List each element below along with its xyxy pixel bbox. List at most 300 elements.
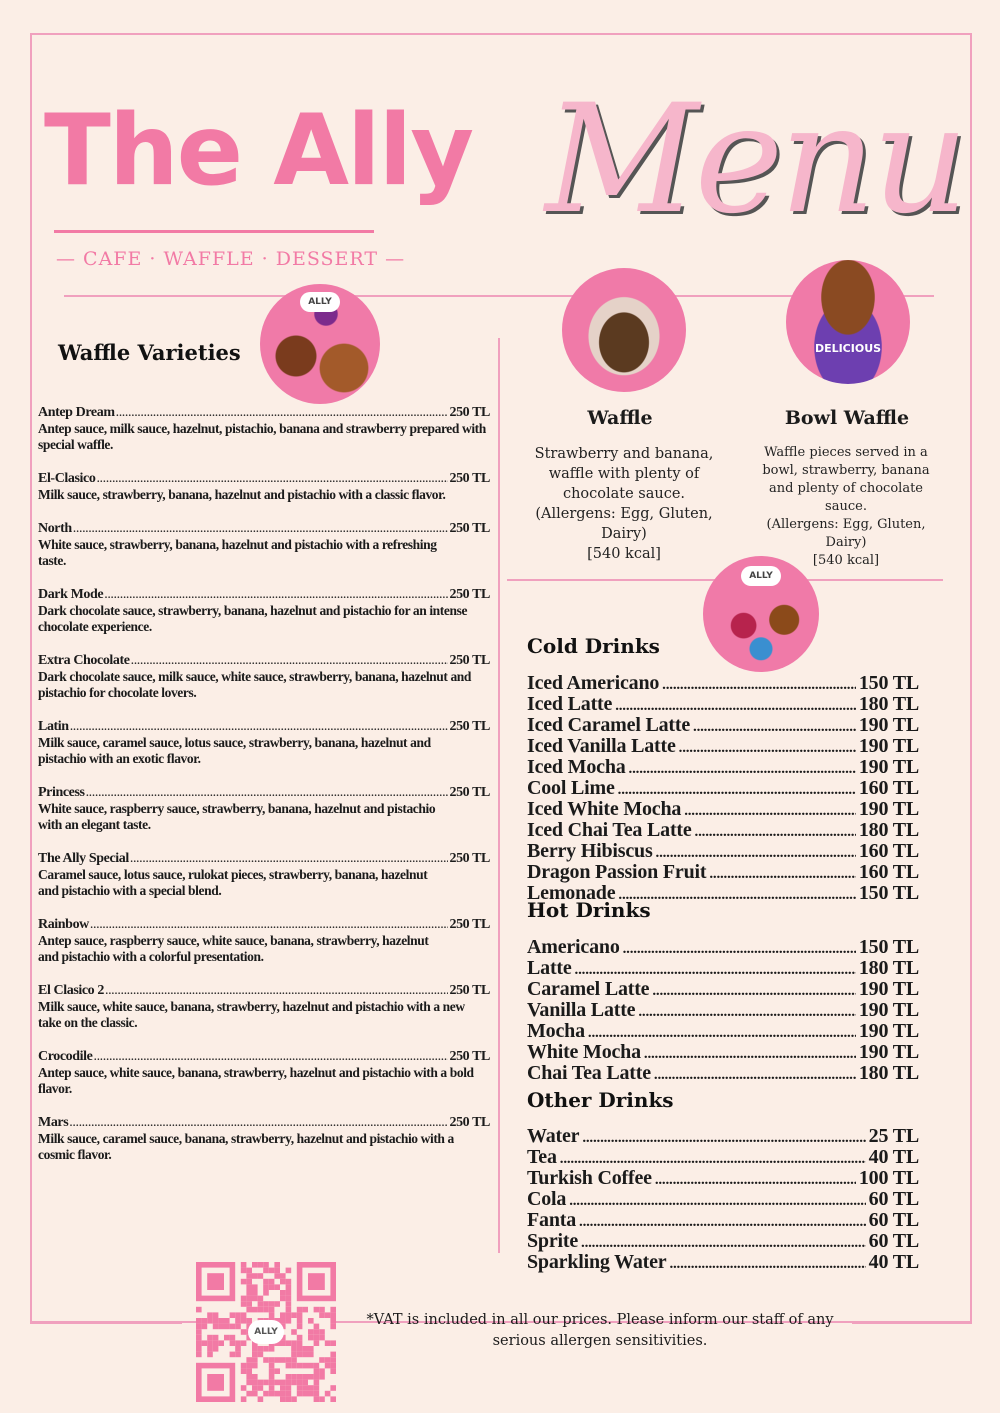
qr-module bbox=[252, 1357, 258, 1363]
qr-module bbox=[291, 1329, 297, 1335]
qr-module bbox=[269, 1284, 275, 1290]
waffle-item-name: Extra Chocolate bbox=[38, 653, 130, 668]
qr-module bbox=[274, 1357, 280, 1363]
qr-finder bbox=[207, 1273, 224, 1290]
qr-module bbox=[330, 1357, 336, 1363]
qr-module bbox=[258, 1262, 264, 1268]
featured-bowl-desc bbox=[758, 444, 934, 570]
waffle-varieties-photo bbox=[260, 284, 380, 404]
featured-bowl-title: Bowl Waffle bbox=[784, 407, 910, 429]
qr-module bbox=[241, 1301, 247, 1307]
waffle-varieties-title: Waffle Varieties bbox=[58, 340, 241, 365]
qr-module bbox=[207, 1346, 213, 1352]
qr-module bbox=[325, 1391, 331, 1397]
qr-module bbox=[252, 1284, 258, 1290]
qr-module bbox=[196, 1346, 202, 1352]
qr-module bbox=[246, 1279, 252, 1285]
qr-module bbox=[291, 1340, 297, 1346]
qr-module bbox=[314, 1396, 320, 1402]
qr-module bbox=[291, 1396, 297, 1402]
qr-module bbox=[235, 1346, 241, 1352]
dot-leader bbox=[662, 676, 856, 695]
qr-module bbox=[286, 1290, 292, 1296]
drink-name: Sparkling Water bbox=[527, 1251, 667, 1273]
qr-module bbox=[302, 1363, 308, 1369]
menu-title: Menu bbox=[545, 73, 965, 247]
drink-row bbox=[527, 695, 919, 716]
drink-name: Vanilla Latte bbox=[527, 999, 636, 1021]
qr-module bbox=[319, 1312, 325, 1318]
waffle-item-header bbox=[38, 520, 490, 537]
waffle-item bbox=[38, 784, 490, 833]
drink-name: Iced White Mocha bbox=[527, 798, 682, 820]
qr-module bbox=[202, 1324, 208, 1330]
qr-module bbox=[269, 1301, 275, 1307]
waffle-item-description: Milk sauce, caramel sauce, lotus sauce, strawberry, banana, hazelnut and pistachio with an exotic flavor. bbox=[38, 735, 431, 766]
qr-module bbox=[330, 1363, 336, 1369]
dot-leader bbox=[130, 850, 449, 867]
qr-module bbox=[314, 1385, 320, 1391]
drink-price: 150 TL bbox=[858, 672, 919, 694]
drink-name: Fanta bbox=[527, 1209, 577, 1231]
qr-module bbox=[213, 1340, 219, 1346]
qr-module bbox=[258, 1307, 264, 1313]
qr-module bbox=[297, 1318, 303, 1324]
qr-module bbox=[297, 1363, 303, 1369]
qr-module bbox=[314, 1307, 320, 1313]
qr-module bbox=[218, 1318, 224, 1324]
qr-module bbox=[274, 1391, 280, 1397]
qr-module bbox=[286, 1284, 292, 1290]
qr-module bbox=[286, 1363, 292, 1369]
waffle-item-description: Milk sauce, white sauce, banana, strawberry, hazelnut and pistachio with a new take on the classic. bbox=[38, 999, 465, 1030]
qr-module bbox=[246, 1268, 252, 1274]
drink-price: 60 TL bbox=[868, 1209, 919, 1231]
qr-module bbox=[325, 1340, 331, 1346]
qr-module bbox=[274, 1273, 280, 1279]
qr-module bbox=[218, 1340, 224, 1346]
drink-price: 190 TL bbox=[858, 978, 919, 1000]
qr-module bbox=[286, 1357, 292, 1363]
featured-waffle-kcal: [540 kcal] bbox=[587, 546, 661, 562]
qr-module bbox=[274, 1284, 280, 1290]
drink-row bbox=[527, 737, 919, 758]
waffle-item-header bbox=[38, 718, 490, 735]
qr-module bbox=[330, 1352, 336, 1358]
qr-module bbox=[319, 1335, 325, 1341]
qr-module bbox=[308, 1374, 314, 1380]
drink-price: 180 TL bbox=[858, 1062, 919, 1084]
dot-leader bbox=[618, 886, 855, 905]
qr-module bbox=[319, 1368, 325, 1374]
waffle-item-price: 250 TL bbox=[449, 851, 490, 866]
drink-name: Berry Hibiscus bbox=[527, 840, 653, 862]
qr-module bbox=[224, 1324, 230, 1330]
qr-module bbox=[291, 1357, 297, 1363]
qr-module bbox=[196, 1329, 202, 1335]
waffle-item bbox=[38, 916, 490, 965]
waffle-photo bbox=[562, 268, 686, 392]
qr-finder bbox=[207, 1374, 224, 1391]
qr-module bbox=[314, 1363, 320, 1369]
waffle-item-name: Dark Mode bbox=[38, 587, 104, 602]
featured-waffle-desc bbox=[526, 444, 722, 564]
waffle-item-description: Caramel sauce, lotus sauce, rulokat pieces, strawberry, banana, hazelnut and pistachio with a special blend. bbox=[38, 867, 428, 898]
drink-name: Chai Tea Latte bbox=[527, 1062, 651, 1084]
waffle-item-price: 250 TL bbox=[449, 1049, 490, 1064]
qr-module bbox=[330, 1318, 336, 1324]
drink-name: Cool Lime bbox=[527, 777, 615, 799]
qr-module bbox=[269, 1385, 275, 1391]
drink-name: Latte bbox=[527, 957, 572, 979]
qr-module bbox=[280, 1357, 286, 1363]
drink-price: 180 TL bbox=[858, 693, 919, 715]
qr-module bbox=[330, 1368, 336, 1374]
qr-module bbox=[286, 1307, 292, 1313]
featured-bowl-description: Waffle pieces served in a bowl, strawberry, banana and plenty of chocolate sauce. bbox=[762, 445, 930, 514]
waffle-item-price: 250 TL bbox=[449, 917, 490, 932]
waffle-item bbox=[38, 652, 490, 701]
dot-leader bbox=[70, 718, 449, 735]
qr-module bbox=[297, 1352, 303, 1358]
waffle-item-price: 250 TL bbox=[449, 653, 490, 668]
qr-module bbox=[286, 1296, 292, 1302]
qr-module bbox=[314, 1368, 320, 1374]
qr-module bbox=[213, 1318, 219, 1324]
qr-module bbox=[263, 1301, 269, 1307]
waffle-item-price: 250 TL bbox=[449, 785, 490, 800]
qr-module bbox=[196, 1324, 202, 1330]
qr-module bbox=[246, 1301, 252, 1307]
drink-row bbox=[527, 959, 919, 980]
drink-price: 160 TL bbox=[858, 777, 919, 799]
drink-price: 160 TL bbox=[858, 840, 919, 862]
dot-leader bbox=[86, 784, 449, 801]
qr-module bbox=[314, 1335, 320, 1341]
qr-module bbox=[235, 1324, 241, 1330]
qr-module bbox=[258, 1301, 264, 1307]
qr-module bbox=[286, 1312, 292, 1318]
featured-bowl-allergens: (Allergens: Egg, Gluten, Dairy) bbox=[766, 517, 926, 550]
qr-module bbox=[291, 1380, 297, 1386]
waffle-item-name: Crocodile bbox=[38, 1049, 93, 1064]
qr-module bbox=[314, 1374, 320, 1380]
drink-name: Americano bbox=[527, 936, 620, 958]
drink-name: Water bbox=[527, 1125, 580, 1147]
qr-module bbox=[224, 1335, 230, 1341]
qr-module bbox=[241, 1363, 247, 1369]
qr-module bbox=[258, 1346, 264, 1352]
qr-module bbox=[252, 1273, 258, 1279]
qr-module bbox=[213, 1346, 219, 1352]
qr-module bbox=[286, 1391, 292, 1397]
waffle-item-header bbox=[38, 470, 490, 487]
qr-module bbox=[330, 1307, 336, 1313]
drink-price: 40 TL bbox=[868, 1146, 919, 1168]
dot-leader bbox=[684, 802, 856, 821]
qr-module bbox=[252, 1262, 258, 1268]
footer-line-right bbox=[852, 1322, 972, 1324]
qr-module bbox=[330, 1340, 336, 1346]
dot-leader bbox=[105, 982, 448, 999]
qr-module bbox=[246, 1307, 252, 1313]
qr-module bbox=[246, 1374, 252, 1380]
qr-module bbox=[207, 1352, 213, 1358]
drink-price: 150 TL bbox=[858, 936, 919, 958]
qr-module bbox=[297, 1385, 303, 1391]
drink-row bbox=[527, 842, 919, 863]
qr-module bbox=[252, 1385, 258, 1391]
brand-tagline: — CAFE · WAFFLE · DESSERT — bbox=[56, 248, 406, 270]
dot-leader bbox=[69, 1114, 448, 1131]
qr-module bbox=[280, 1296, 286, 1302]
qr-module bbox=[263, 1290, 269, 1296]
qr-module bbox=[297, 1335, 303, 1341]
drink-price: 160 TL bbox=[858, 861, 919, 883]
waffle-item-description: Antep sauce, milk sauce, hazelnut, pistachio, banana and strawberry prepared with special waffle. bbox=[38, 421, 486, 452]
other-drinks-list bbox=[527, 1127, 919, 1274]
qr-module bbox=[319, 1307, 325, 1313]
dot-leader bbox=[638, 1003, 856, 1022]
qr-module bbox=[269, 1279, 275, 1285]
qr-module bbox=[330, 1385, 336, 1391]
qr-module bbox=[280, 1380, 286, 1386]
qr-module bbox=[269, 1368, 275, 1374]
qr-module bbox=[213, 1312, 219, 1318]
qr-module bbox=[263, 1307, 269, 1313]
qr-module bbox=[235, 1352, 241, 1358]
waffle-item-name: Mars bbox=[38, 1115, 69, 1130]
qr-module bbox=[246, 1391, 252, 1397]
waffle-item bbox=[38, 718, 490, 767]
waffle-item-header bbox=[38, 586, 490, 603]
drink-row bbox=[527, 674, 919, 695]
waffle-item-description: Milk sauce, strawberry, banana, hazelnut and pistachio with a classic flavor. bbox=[38, 487, 446, 502]
bowl-waffle-photo bbox=[786, 260, 910, 384]
qr-module bbox=[280, 1273, 286, 1279]
qr-module bbox=[258, 1385, 264, 1391]
dot-leader bbox=[644, 1045, 856, 1064]
drink-row bbox=[527, 1064, 919, 1085]
waffle-item-name: The Ally Special bbox=[38, 851, 129, 866]
qr-module bbox=[286, 1268, 292, 1274]
qr-module bbox=[263, 1279, 269, 1285]
qr-module bbox=[325, 1363, 331, 1369]
brand-name: The Ally bbox=[44, 94, 473, 208]
qr-module bbox=[269, 1312, 275, 1318]
qr-module bbox=[280, 1385, 286, 1391]
drink-name: White Mocha bbox=[527, 1041, 641, 1063]
qr-module bbox=[280, 1396, 286, 1402]
qr-module bbox=[297, 1307, 303, 1313]
qr-module bbox=[246, 1290, 252, 1296]
drink-price: 190 TL bbox=[858, 735, 919, 757]
qr-module bbox=[297, 1346, 303, 1352]
qr-module bbox=[218, 1324, 224, 1330]
waffle-item-header bbox=[38, 404, 490, 421]
drink-row bbox=[527, 1190, 919, 1211]
qr-module bbox=[330, 1396, 336, 1402]
qr-module bbox=[314, 1324, 320, 1330]
waffle-item-name: Princess bbox=[38, 785, 85, 800]
dot-leader bbox=[655, 1171, 856, 1190]
qr-module bbox=[235, 1318, 241, 1324]
waffle-item bbox=[38, 520, 490, 569]
drink-name: Sprite bbox=[527, 1230, 579, 1252]
qr-module bbox=[213, 1324, 219, 1330]
qr-module bbox=[196, 1352, 202, 1358]
waffle-item-header bbox=[38, 1114, 490, 1131]
qr-module bbox=[263, 1380, 269, 1386]
other-drinks-title: Other Drinks bbox=[527, 1088, 674, 1112]
qr-module bbox=[297, 1340, 303, 1346]
qr-module bbox=[280, 1391, 286, 1397]
qr-module bbox=[196, 1307, 202, 1313]
qr-module bbox=[263, 1268, 269, 1274]
qr-module bbox=[230, 1340, 236, 1346]
waffle-item-name: Latin bbox=[38, 719, 69, 734]
qr-code[interactable] bbox=[196, 1262, 336, 1402]
qr-module bbox=[246, 1284, 252, 1290]
qr-module bbox=[258, 1273, 264, 1279]
qr-module bbox=[241, 1340, 247, 1346]
dot-leader bbox=[569, 1192, 865, 1211]
qr-module bbox=[252, 1380, 258, 1386]
qr-module bbox=[286, 1279, 292, 1285]
qr-module bbox=[314, 1391, 320, 1397]
drink-price: 190 TL bbox=[858, 1041, 919, 1063]
cold-drinks-title: Cold Drinks bbox=[527, 634, 660, 658]
vat-allergen-note: *VAT is included in all our prices. Please inform our staff of any serious allergen sensitivities. bbox=[366, 1312, 834, 1349]
drink-row bbox=[527, 716, 919, 737]
drink-name: Lemonade bbox=[527, 882, 616, 904]
qr-logo: ALLY bbox=[248, 1320, 284, 1344]
waffle-item-price: 250 TL bbox=[449, 587, 490, 602]
drink-name: Turkish Coffee bbox=[527, 1167, 652, 1189]
qr-module bbox=[196, 1340, 202, 1346]
qr-module bbox=[302, 1391, 308, 1397]
qr-module bbox=[274, 1262, 280, 1268]
drink-row bbox=[527, 779, 919, 800]
qr-module bbox=[286, 1318, 292, 1324]
drinks-photo bbox=[703, 556, 819, 672]
waffle-item-header bbox=[38, 652, 490, 669]
qr-module bbox=[308, 1385, 314, 1391]
column-divider bbox=[498, 338, 500, 1253]
qr-module bbox=[230, 1335, 236, 1341]
qr-module bbox=[274, 1368, 280, 1374]
qr-module bbox=[274, 1301, 280, 1307]
qr-module bbox=[196, 1335, 202, 1341]
waffle-item-name: Rainbow bbox=[38, 917, 89, 932]
featured-waffle-description: Strawberry and banana, waffle with plenty of chocolate sauce. bbox=[534, 446, 714, 502]
qr-module bbox=[258, 1396, 264, 1402]
qr-module bbox=[246, 1273, 252, 1279]
drink-row bbox=[527, 800, 919, 821]
qr-finder bbox=[308, 1273, 325, 1290]
qr-module bbox=[308, 1391, 314, 1397]
qr-module bbox=[235, 1340, 241, 1346]
dot-leader bbox=[623, 940, 856, 959]
qr-module bbox=[291, 1352, 297, 1358]
waffle-item-name: Antep Dream bbox=[38, 405, 115, 420]
hot-drinks-list bbox=[527, 938, 919, 1085]
qr-module bbox=[269, 1363, 275, 1369]
waffle-item-description: White sauce, strawberry, banana, hazelnut and pistachio with a refreshing taste. bbox=[38, 537, 437, 568]
drink-price: 150 TL bbox=[858, 882, 919, 904]
drink-name: Iced Latte bbox=[527, 693, 613, 715]
qr-module bbox=[319, 1329, 325, 1335]
qr-module bbox=[207, 1312, 213, 1318]
qr-module bbox=[297, 1312, 303, 1318]
drink-row bbox=[527, 1253, 919, 1274]
waffle-item bbox=[38, 850, 490, 899]
qr-module bbox=[207, 1318, 213, 1324]
waffle-item-description: Milk sauce, caramel sauce, banana, strawberry, hazelnut and pistachio with a cosmic flavor. bbox=[38, 1131, 454, 1162]
drink-name: Iced Chai Tea Latte bbox=[527, 819, 692, 841]
qr-module bbox=[241, 1279, 247, 1285]
waffle-item-description: White sauce, raspberry sauce, strawberry, banana, hazelnut and pistachio with an elegant taste. bbox=[38, 801, 436, 832]
qr-module bbox=[308, 1346, 314, 1352]
qr-module bbox=[291, 1312, 297, 1318]
qr-module bbox=[308, 1352, 314, 1358]
qr-module bbox=[302, 1380, 308, 1386]
qr-module bbox=[258, 1296, 264, 1302]
waffle-item-name: El Clasico 2 bbox=[38, 983, 104, 998]
waffle-varieties-list bbox=[38, 404, 490, 1180]
qr-module bbox=[241, 1329, 247, 1335]
qr-module bbox=[241, 1396, 247, 1402]
featured-waffle-title: Waffle bbox=[587, 407, 653, 429]
qr-module bbox=[302, 1374, 308, 1380]
drink-price: 190 TL bbox=[858, 714, 919, 736]
qr-module bbox=[280, 1279, 286, 1285]
qr-module bbox=[274, 1380, 280, 1386]
qr-module bbox=[202, 1340, 208, 1346]
qr-module bbox=[252, 1352, 258, 1358]
qr-module bbox=[246, 1363, 252, 1369]
qr-module bbox=[280, 1318, 286, 1324]
qr-module bbox=[230, 1352, 236, 1358]
qr-module bbox=[286, 1396, 292, 1402]
drink-row bbox=[527, 980, 919, 1001]
dot-leader bbox=[709, 865, 856, 884]
dot-leader bbox=[654, 1066, 856, 1085]
waffle-item-price: 250 TL bbox=[449, 1115, 490, 1130]
waffle-item-price: 250 TL bbox=[449, 521, 490, 536]
qr-module bbox=[319, 1396, 325, 1402]
qr-module bbox=[319, 1357, 325, 1363]
qr-module bbox=[252, 1391, 258, 1397]
qr-module bbox=[302, 1307, 308, 1313]
drink-row bbox=[527, 863, 919, 884]
drink-row bbox=[527, 1043, 919, 1064]
featured-bowl-kcal: [540 kcal] bbox=[812, 553, 880, 568]
drink-price: 190 TL bbox=[858, 798, 919, 820]
waffle-item bbox=[38, 1048, 490, 1097]
dot-leader bbox=[73, 520, 449, 537]
drink-row bbox=[527, 1232, 919, 1253]
dot-leader bbox=[93, 1048, 448, 1065]
waffle-item-description: Dark chocolate sauce, strawberry, banana, hazelnut and pistachio for an intense chocolate experience. bbox=[38, 603, 468, 634]
dot-leader bbox=[679, 739, 856, 758]
qr-module bbox=[196, 1318, 202, 1324]
dot-leader bbox=[652, 982, 856, 1001]
qr-module bbox=[241, 1312, 247, 1318]
qr-module bbox=[269, 1391, 275, 1397]
qr-module bbox=[308, 1335, 314, 1341]
waffle-item-price: 250 TL bbox=[449, 983, 490, 998]
